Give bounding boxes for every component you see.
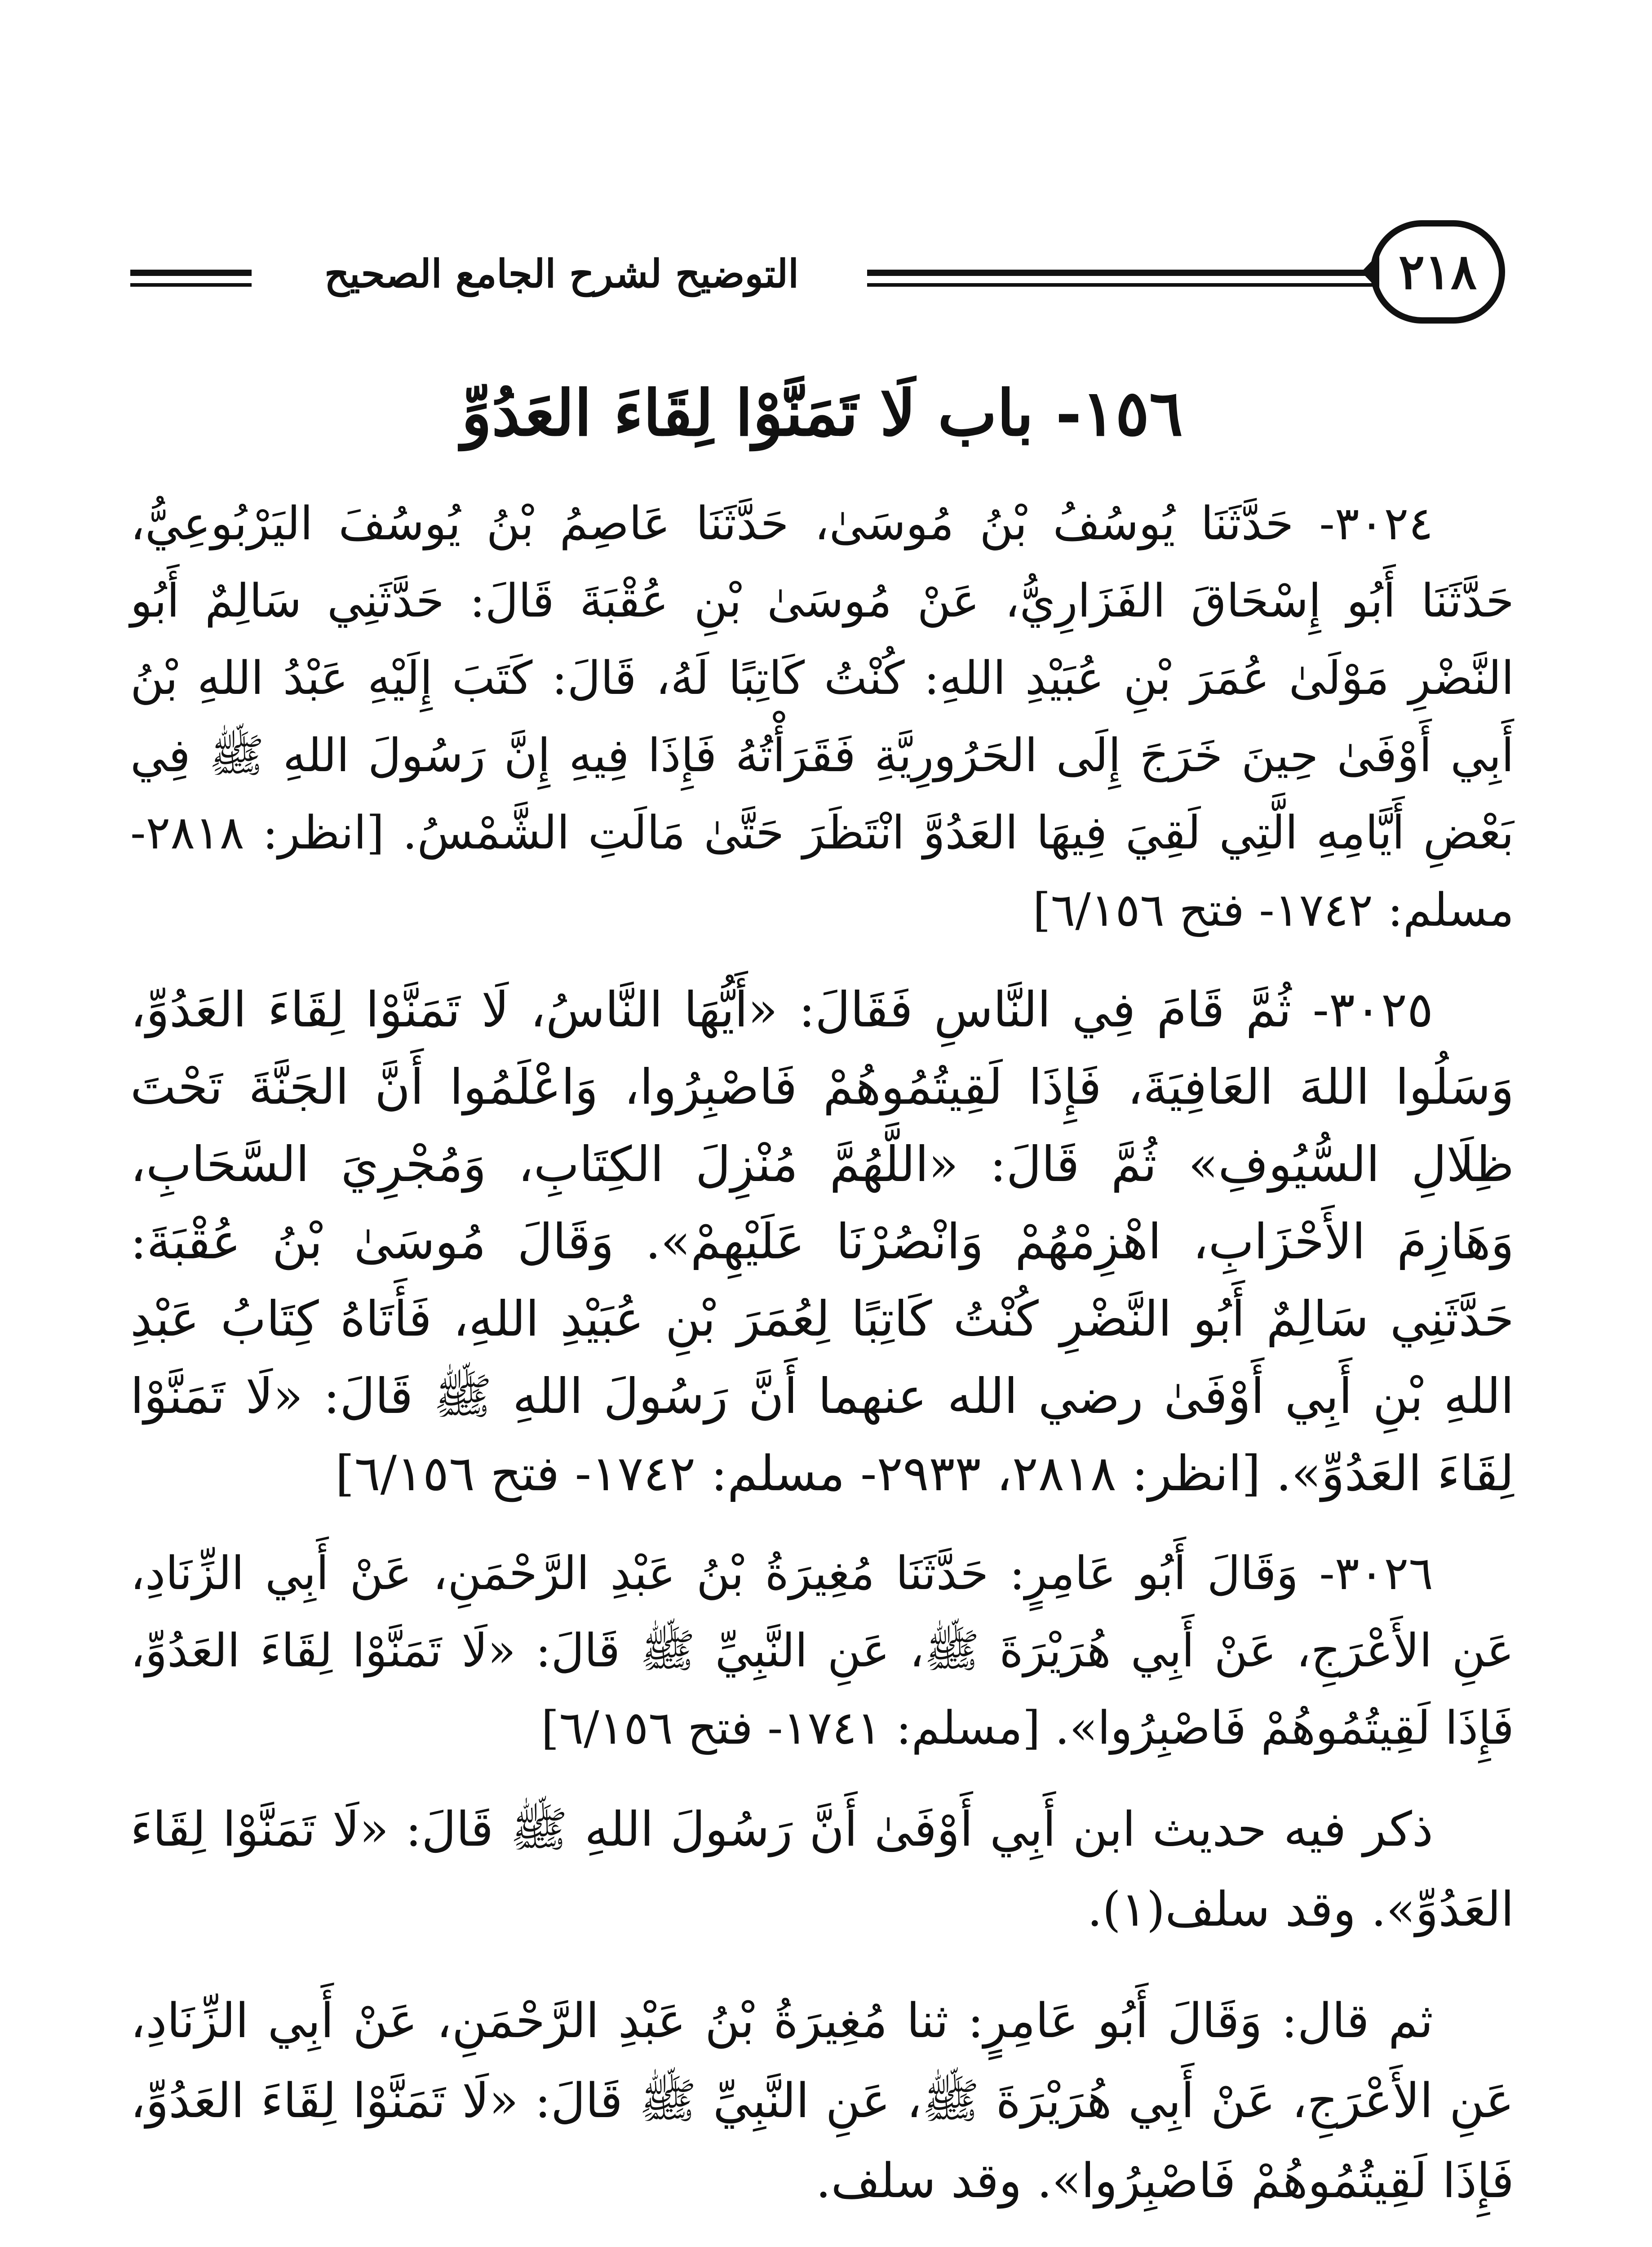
header-rule-right (867, 270, 1393, 276)
page-body (130, 369, 1514, 2247)
chapter-title: ١٥٦- باب لَا تَمَنَّوْا لِقَاءَ العَدُوِّ (461, 377, 1183, 450)
header-rule-left-thin (130, 283, 252, 287)
running-title: التوضيح لشرح الجامع الصحيح (324, 251, 799, 297)
commentary-paragraph: ذكر فيه حديث ابن أَبِي أَوْفَىٰ أَنَّ رَسُولَ اللهِ ﷺ قَالَ: «لَا تَمَنَّوْا لِقَاءَ العَدُوِّ». وقد سلف(١). (130, 1802, 1514, 1937)
page-number: ٢١٨ (1370, 220, 1505, 324)
hadith-3026: ٣٠٢٦- وَقَالَ أَبُو عَامِرٍ: حَدَّثَنَا مُغِيرَةُ بْنُ عَبْدِ الرَّحْمَنِ، عَنْ أَبِي الزِّنَادِ، عَنِ الأَعْرَجِ، عَنْ أَبِي هُرَيْرَةَ ﷺ، عَنِ النَّبِيِّ ﷺ قَالَ: «لَا تَمَنَّوْا لِقَاءَ العَدُوِّ، فَإِذَا لَقِيتُمُوهُمْ فَاصْبِرُوا». [مسلم: ١٧٤١- فتح ٦/١٥٦] (130, 1547, 1514, 1755)
commentary-paragraph: ثم قال: وَقَالَ أَبُو عَامِرٍ: ثنا مُغِيرَةُ بْنُ عَبْدِ الرَّحْمَنِ، عَنْ أَبِي الزِّنَادِ، عَنِ الأَعْرَجِ، عَنْ أَبِي هُرَيْرَةَ ﷺ، عَنِ النَّبِيِّ ﷺ قَالَ: «لَا تَمَنَّوْا لِقَاءَ العَدُوِّ، فَإِذَا لَقِيتُمُوهُمْ فَاصْبِرُوا». وقد سلف. (130, 1993, 1514, 2208)
running-header (130, 220, 1514, 328)
header-rule-right-thin (867, 283, 1393, 287)
hadith-3024: ٣٠٢٤- حَدَّثَنَا يُوسُفُ بْنُ مُوسَىٰ، حَدَّثَنَا عَاصِمُ بْنُ يُوسُفَ اليَرْبُوعِيُّ، حَدَّثَنَا أَبُو إِسْحَاقَ الفَزَارِيُّ، عَنْ مُوسَىٰ بْنِ عُقْبَةَ قَالَ: حَدَّثَنِي سَالِمٌ أَبُو النَّضْرِ مَوْلَىٰ عُمَرَ بْنِ عُبَيْدِ اللهِ: كُنْتُ كَاتِبًا لَهُ، قَالَ: كَتَبَ إِلَيْهِ عَبْدُ اللهِ بْنُ أَبِي أَوْفَىٰ حِينَ خَرَجَ إِلَى الحَرُورِيَّةِ فَقَرَأْتُهُ فَإِذَا فِيهِ إِنَّ رَسُولَ اللهِ ﷺ فِي بَعْضِ أَيَّامِهِ الَّتِي لَقِيَ فِيهَا العَدُوَّ انْتَظَرَ حَتَّىٰ مَالَتِ الشَّمْسُ. [انظر: ٢٨١٨- مسلم: ١٧٤٢- فتح ٦/١٥٦] (130, 497, 1514, 937)
header-rule-left (130, 270, 252, 276)
hadith-3025: ٣٠٢٥- ثُمَّ قَامَ فِي النَّاسِ فَقَالَ: «أَيُّهَا النَّاسُ، لَا تَمَنَّوْا لِقَاءَ العَدُوِّ، وَسَلُوا اللهَ العَافِيَةَ، فَإِذَا لَقِيتُمُوهُمْ فَاصْبِرُوا، وَاعْلَمُوا أَنَّ الجَنَّةَ تَحْتَ ظِلَالِ السُّيُوفِ» ثُمَّ قَالَ: «اللَّهُمَّ مُنْزِلَ الكِتَابِ، وَمُجْرِيَ السَّحَابِ، وَهَازِمَ الأَحْزَابِ، اهْزِمْهُمْ وَانْصُرْنَا عَلَيْهِمْ». وَقَالَ مُوسَىٰ بْنُ عُقْبَةَ: حَدَّثَنِي سَالِمٌ أَبُو النَّضْرِ كُنْتُ كَاتِبًا لِعُمَرَ بْنِ عُبَيْدِ اللهِ، فَأَتَاهُ كِتَابُ عَبْدِ اللهِ بْنِ أَبِي أَوْفَىٰ رضي الله عنهما أَنَّ رَسُولَ اللهِ ﷺ قَالَ: «لَا تَمَنَّوْا لِقَاءَ العَدُوِّ». [انظر: ٢٨١٨، ٢٩٣٣- مسلم: ١٧٤٢- فتح ٦/١٥٦] (130, 982, 1514, 1502)
